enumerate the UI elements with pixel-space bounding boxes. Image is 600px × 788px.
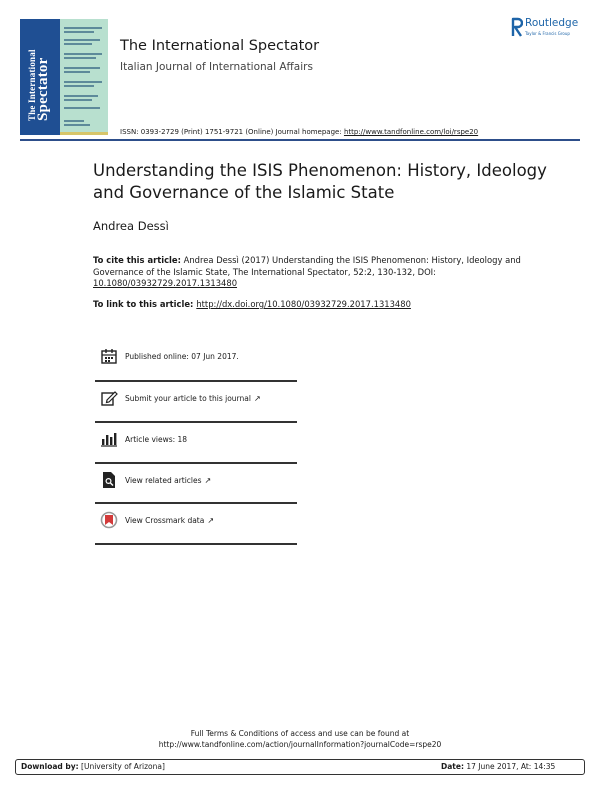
info-divider xyxy=(95,380,297,382)
published-online-row xyxy=(95,342,297,382)
downloaded-by: Download by: [University of Arizona] xyxy=(21,762,165,771)
info-divider xyxy=(95,543,297,545)
cover-text-line xyxy=(64,31,94,33)
routledge-mark-icon xyxy=(511,17,523,37)
article-doi-url[interactable]: http://dx.doi.org/10.1080/03932729.2017.1313480 xyxy=(196,299,411,309)
download-info-box xyxy=(15,759,585,775)
cover-text-line xyxy=(64,27,102,29)
cover-text-line xyxy=(64,71,90,73)
article-views-row xyxy=(95,425,297,465)
citation-text: Andrea Dessì (2017) Understanding the ISIS Phenomenon: History, Ideology and Governance of the Islamic State, The International Spectator, 52:2, 130-132, DOI: xyxy=(93,255,521,277)
edit-document-icon xyxy=(100,389,118,407)
related-articles-row[interactable] xyxy=(95,466,297,506)
info-divider xyxy=(95,462,297,464)
cover-panel xyxy=(60,19,108,135)
published-online-text: Published online: 07 Jun 2017. xyxy=(125,352,239,361)
cover-text-line xyxy=(64,107,100,109)
link-to-article xyxy=(93,299,411,309)
cover-spine-title: The International Spectator xyxy=(27,49,51,121)
link-label: To link to this article: xyxy=(93,299,197,309)
cover-text-line xyxy=(64,81,102,83)
external-link-icon: ↗ xyxy=(204,476,212,485)
crossmark-icon xyxy=(100,511,118,529)
submit-article-link[interactable]: Submit your article to this journal ↗ xyxy=(125,394,261,403)
routledge-logo xyxy=(511,17,595,39)
document-search-icon xyxy=(100,471,118,489)
calendar-icon xyxy=(100,347,118,365)
bar-chart-icon xyxy=(100,430,118,448)
cover-text-line xyxy=(64,53,102,55)
cover-text-line xyxy=(64,95,98,97)
cover-text-line xyxy=(64,124,90,126)
cover-text-line xyxy=(64,57,96,59)
cover-text-line xyxy=(64,85,94,87)
cover-text-line xyxy=(64,99,92,101)
journal-homepage-link[interactable]: http://www.tandfonline.com/loi/rspe20 xyxy=(343,128,479,136)
citation-block xyxy=(93,255,533,290)
download-date: Date: 17 June 2017, At: 14:35 xyxy=(441,762,556,771)
cover-text-line xyxy=(64,67,100,69)
crossmark-link[interactable]: View Crossmark data ↗ xyxy=(125,516,215,525)
issn-line xyxy=(120,128,478,136)
terms-line: Full Terms & Conditions of access and use can be found at xyxy=(190,729,410,738)
publisher-name: Routledge xyxy=(525,17,579,29)
issn-text: ISSN: 0393-2729 (Print) 1751-9721 (Online) Journal homepage: xyxy=(120,128,344,136)
cover-text-line xyxy=(64,120,84,122)
citation-doi-link[interactable]: 10.1080/03932729.2017.1313480 xyxy=(93,278,238,289)
terms-notice xyxy=(0,728,600,750)
article-title: Understanding the ISIS Phenomenon: History, Ideology and Governance of the Islamic State xyxy=(93,161,547,202)
citation-label: To cite this article: xyxy=(93,255,181,265)
external-link-icon: ↗ xyxy=(253,394,261,403)
article-views-text: Article views: 18 xyxy=(125,435,188,444)
info-divider xyxy=(95,502,297,504)
header-divider xyxy=(20,139,580,141)
external-link-icon: ↗ xyxy=(207,516,215,525)
journal-subtitle: Italian Journal of International Affairs xyxy=(120,61,313,73)
publisher-tagline: Taylor & Francis Group xyxy=(525,31,570,36)
article-author: Andrea Dessì xyxy=(93,219,169,233)
submit-article-row[interactable] xyxy=(95,384,297,424)
cover-text-line xyxy=(64,39,100,41)
journal-cover xyxy=(20,19,108,135)
cover-band xyxy=(60,132,108,135)
related-articles-link[interactable]: View related articles ↗ xyxy=(125,476,212,485)
crossmark-row[interactable] xyxy=(95,506,297,546)
journal-title: The International Spectator xyxy=(120,38,320,54)
info-divider xyxy=(95,421,297,423)
cover-text-line xyxy=(64,43,92,45)
terms-url[interactable]: http://www.tandfonline.com/action/journalInformation?journalCode=rspe20 xyxy=(158,740,442,749)
